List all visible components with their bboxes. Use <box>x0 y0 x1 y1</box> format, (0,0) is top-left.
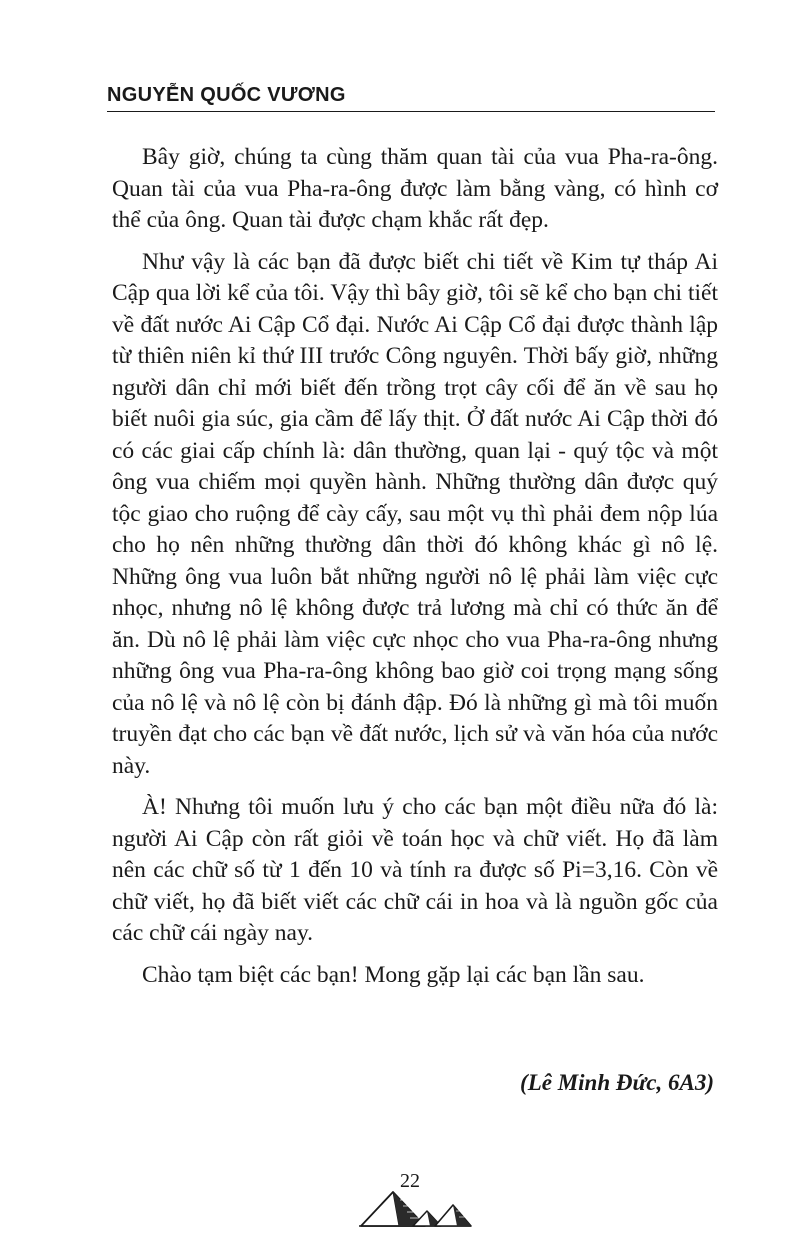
page-number: 22 <box>400 1170 420 1192</box>
paragraph: Như vậy là các bạn đã được biết chi tiết về Kim tự tháp Ai Cập qua lời kể của tôi. Vậy thì bây giờ, tôi sẽ kể cho bạn chi tiết về đất nước Ai Cập Cổ đại. Nước Ai Cập Cổ đại được thành lập từ thiên niên kỉ thứ III trước Công nguyên. Thời bấy giờ, những người dân chỉ mới biết đến trồng trọt cây cối để ăn về sau họ biết nuôi gia súc, gia cầm để lấy thịt. Ở đất nước Ai Cập thời đó có các giai cấp chính là: dân thường, quan lại - quý tộc và một ông vua chiếm mọi quyền hành. Những thường dân được quý tộc giao cho ruộng để cày cấy, sau một vụ thì phải đem nộp lúa cho họ nên những thường dân thời đó không khác gì nô lệ. Những ông vua luôn bắt những người nô lệ phải làm việc cực nhọc, nhưng nô lệ không được trả lương mà chỉ có thức ăn để ăn. Dù nô lệ phải làm việc cực nhọc cho vua Pha-ra-ông nhưng những ông vua Pha-ra-ông không bao giờ coi trọng mạng sống của nô lệ và nô lệ còn bị đánh đập. Đó là những gì mà tôi muốn truyền đạt cho các bạn về đất nước, lịch sử và văn hóa của nước này. <box>112 248 718 779</box>
paragraph: À! Nhưng tôi muốn lưu ý cho các bạn một điều nữa đó là: người Ai Cập còn rất giỏi về toán học và chữ viết. Họ đã làm nên các chữ số từ 1 đến 10 và tính ra được số Pi=3,16. Còn về chữ viết, họ đã biết viết các chữ cái in hoa và là nguồn gốc của các chữ cái ngày nay. <box>112 794 718 946</box>
body-text <box>112 142 718 1001</box>
page-footer <box>355 1168 475 1233</box>
author-signature: (Lê Minh Đức, 6A3) <box>520 1070 714 1095</box>
paragraph: Chào tạm biệt các bạn! Mong gặp lại các bạn lần sau. <box>142 961 645 988</box>
author-name: NGUYỄN QUỐC VƯƠNG <box>107 84 346 106</box>
page-header <box>107 83 715 107</box>
paragraph: Bây giờ, chúng ta cùng thăm quan tài của vua Pha-ra-ông. Quan tài của vua Pha-ra-ông được làm bằng vàng, có hình cơ thể của ông. Quan tài được chạm khắc rất đẹp. <box>112 144 718 233</box>
header-rule <box>107 111 715 112</box>
